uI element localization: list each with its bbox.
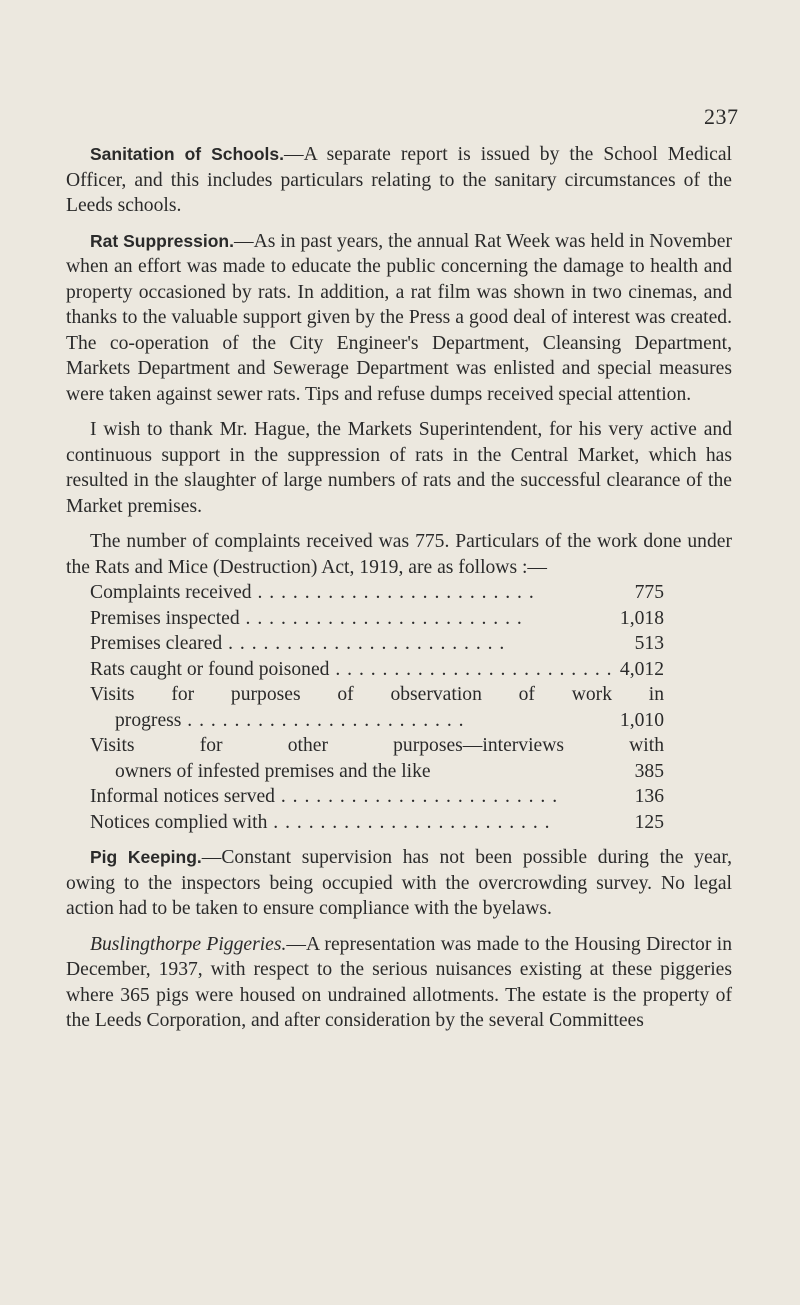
page-content: [66, 142, 732, 1034]
stat-value: 775: [634, 582, 664, 603]
piggeries-paragraph: [66, 932, 732, 1034]
table-row: [90, 657, 664, 683]
stat-label: Complaints received . .: [90, 580, 612, 606]
rat-paragraph: [66, 229, 732, 408]
table-row: [90, 733, 664, 759]
table-row: [90, 682, 664, 708]
sanitation-heading: Sanitation of Schools.: [90, 144, 284, 164]
stat-value: 385: [634, 760, 664, 782]
complaints-intro: The number of complaints received was 775. Particulars of the work done under the Rats and Mice (Destruction) Act, 1919, are as follows :—: [66, 531, 732, 578]
table-row: [90, 759, 664, 785]
table-row: [90, 708, 664, 734]
table-row: [90, 784, 664, 810]
stat-value: 1,010: [619, 709, 664, 731]
page-number: 237: [704, 104, 739, 129]
table-row: [90, 631, 664, 657]
stat-label: Informal notices served . .: [90, 784, 612, 810]
stat-label: Visits for purposes of observation of work in: [90, 684, 664, 705]
rat-statistics-table: [90, 580, 664, 835]
stat-value: 136: [634, 786, 664, 807]
stat-label: progress . .: [90, 708, 612, 734]
sanitation-paragraph: [66, 142, 732, 219]
pig-heading: Pig Keeping.: [90, 847, 202, 867]
stat-value: 1,018: [619, 607, 664, 629]
table-row: [90, 810, 664, 836]
table-row: [90, 580, 664, 606]
stat-value: 125: [634, 811, 664, 833]
rat-text: —As in past years, the annual Rat Week was held in November when an effort was made to educate the public concerning the damage to health and property occasioned by rats. In addition, a rat film was shown in two cinemas, and thanks to the valuable support given by the Press a good deal of interest was created. The co-operation of the City Engineer's Department, Cleansing Department, Markets Department and Sewerage Department was enlisted and special measures were taken against sewer rats. Tips and refuse dumps received special attention.: [66, 230, 733, 405]
table-row: [90, 606, 664, 632]
piggeries-subheading: Buslingthorpe Piggeries.: [90, 933, 287, 955]
sanitation-text: —A separate report is issued by the School Medical Officer, and this includes particulars relating to the sanitary circumstances of the Leeds schools.: [66, 144, 732, 216]
stat-label: Premises cleared . .: [90, 631, 612, 657]
stat-label: Visits for other purposes—interviews with: [90, 735, 664, 756]
stat-label: Notices complied with . .: [90, 810, 612, 836]
stat-value: 513: [634, 633, 664, 654]
stat-label: Premises inspected . .: [90, 606, 612, 632]
pig-text: —Constant supervision has not been possible during the year, owing to the inspectors being occupied with the overcrowding survey. No legal action had to be taken to ensure compliance with the byelaws.: [66, 847, 733, 919]
piggeries-text: —A representation was made to the Housing Director in December, 1937, with respect to the serious nuisances existing at these piggeries where 365 pigs were housed on undrained allotments. The estate is the property of the Leeds Corporation, and after consideration by the several Committees: [66, 933, 732, 1031]
stat-label: owners of infested premises and the like: [115, 760, 431, 782]
thanks-paragraph: I wish to thank Mr. Hague, the Markets Superintendent, for his very active and continuous support in the suppression of rats in the Central Market, which has resulted in the slaughter of large numbers of rats and the successful clearance of the Market premises.: [66, 419, 732, 517]
pig-paragraph: [66, 845, 732, 922]
stat-value: 4,012: [619, 658, 664, 680]
rat-heading: Rat Suppression.: [90, 230, 234, 251]
stat-label: Rats caught or found poisoned . .: [90, 657, 612, 683]
